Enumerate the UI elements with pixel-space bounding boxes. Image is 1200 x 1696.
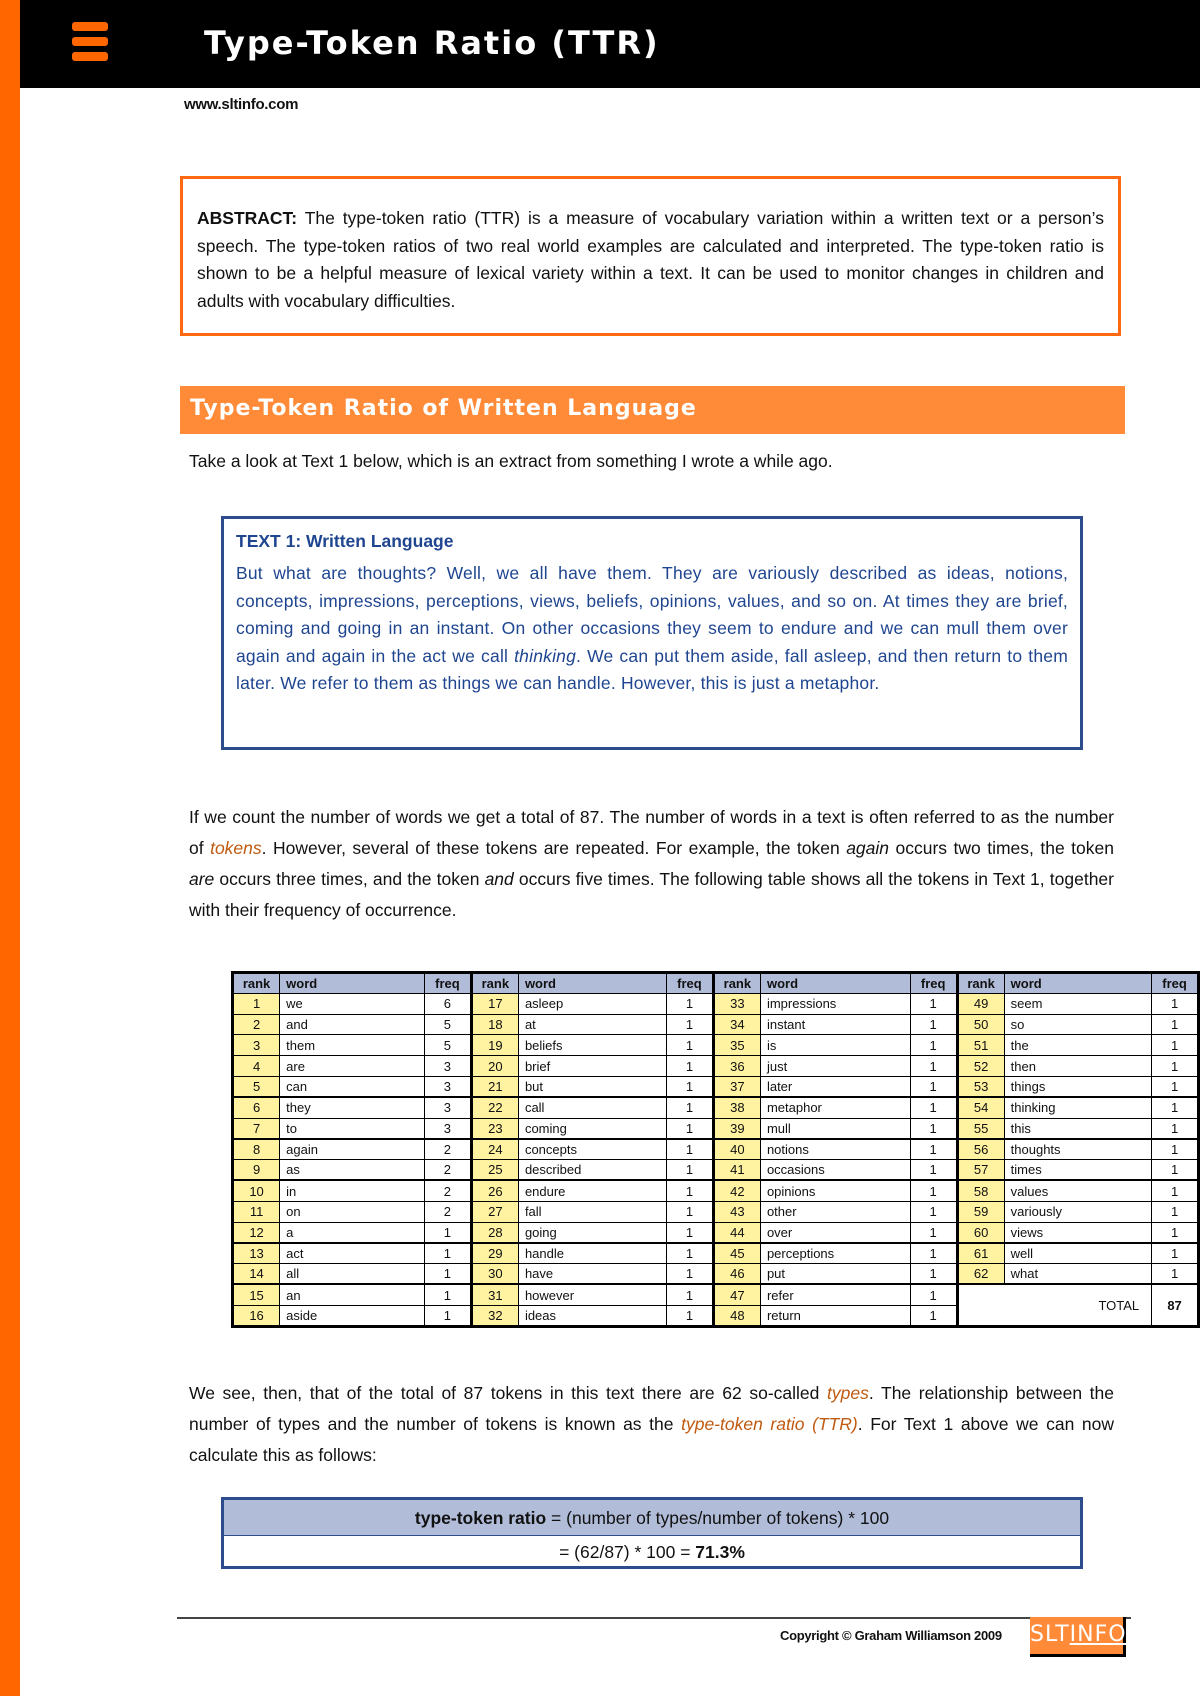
cell-freq: 1 <box>1152 1118 1199 1139</box>
cell-word: values <box>1004 1180 1151 1201</box>
table-row <box>233 1243 1199 1264</box>
cell-freq: 1 <box>910 1118 957 1139</box>
cell-word: described <box>518 1160 666 1181</box>
table-row <box>233 1139 1199 1160</box>
cell-word: impressions <box>760 993 910 1014</box>
cell-word: on <box>280 1201 425 1222</box>
cell-word: metaphor <box>760 1097 910 1118</box>
cell-word: handle <box>518 1243 666 1264</box>
cell-freq: 1 <box>1152 1160 1199 1181</box>
cell-word: notions <box>760 1139 910 1160</box>
table-row <box>233 1284 1199 1305</box>
cell-rank: 17 <box>471 993 518 1014</box>
footer-divider <box>177 1617 1131 1619</box>
cell-rank: 7 <box>233 1118 280 1139</box>
text1-title: TEXT 1: Written Language <box>236 531 454 551</box>
cell-word: again <box>280 1139 425 1160</box>
table-row <box>233 1014 1199 1035</box>
cell-rank: 34 <box>713 1014 760 1035</box>
cell-freq: 1 <box>425 1222 472 1243</box>
cell-word: over <box>760 1222 910 1243</box>
site-url[interactable]: www.sltinfo.com <box>184 96 299 113</box>
cell-word: going <box>518 1222 666 1243</box>
abstract-label: ABSTRACT: <box>197 208 298 228</box>
cell-word: at <box>518 1014 666 1035</box>
column-header-word: word <box>1004 973 1151 994</box>
cell-word: so <box>1004 1014 1151 1035</box>
cell-word: endure <box>518 1180 666 1201</box>
cell-word: times <box>1004 1160 1151 1181</box>
cell-word: refer <box>760 1284 910 1305</box>
cell-rank: 54 <box>957 1097 1004 1118</box>
cell-rank: 45 <box>713 1243 760 1264</box>
cell-word: well <box>1004 1243 1151 1264</box>
ttr-result: 71.3% <box>695 1542 745 1562</box>
cell-freq: 1 <box>667 1222 714 1243</box>
cell-rank: 2 <box>233 1014 280 1035</box>
cell-rank: 15 <box>233 1284 280 1305</box>
cell-freq: 1 <box>667 1076 714 1097</box>
cell-word: ideas <box>518 1305 666 1326</box>
cell-freq: 1 <box>910 1035 957 1056</box>
table-row <box>233 1035 1199 1056</box>
table-row <box>233 993 1199 1014</box>
cell-word: what <box>1004 1264 1151 1285</box>
cell-freq: 1 <box>1152 1180 1199 1201</box>
cell-rank: 3 <box>233 1035 280 1056</box>
cell-word: to <box>280 1118 425 1139</box>
cell-freq: 1 <box>667 1284 714 1305</box>
cell-rank: 29 <box>471 1243 518 1264</box>
cell-word: all <box>280 1264 425 1285</box>
column-header-rank: rank <box>713 973 760 994</box>
column-header-word: word <box>760 973 910 994</box>
cell-freq: 3 <box>425 1056 472 1077</box>
cell-freq: 6 <box>425 993 472 1014</box>
text1-box <box>221 516 1083 750</box>
cell-freq: 1 <box>910 1201 957 1222</box>
cell-word: in <box>280 1180 425 1201</box>
table-row <box>233 1118 1199 1139</box>
cell-word: are <box>280 1056 425 1077</box>
cell-rank: 23 <box>471 1118 518 1139</box>
cell-rank: 55 <box>957 1118 1004 1139</box>
cell-rank: 44 <box>713 1222 760 1243</box>
cell-freq: 5 <box>425 1035 472 1056</box>
cell-word: occasions <box>760 1160 910 1181</box>
cell-freq: 1 <box>1152 1097 1199 1118</box>
cell-freq: 1 <box>425 1284 472 1305</box>
cell-freq: 1 <box>425 1305 472 1326</box>
cell-rank: 13 <box>233 1243 280 1264</box>
cell-freq: 3 <box>425 1076 472 1097</box>
cell-freq: 2 <box>425 1201 472 1222</box>
cell-word: this <box>1004 1118 1151 1139</box>
cell-freq: 1 <box>1152 1222 1199 1243</box>
cell-freq: 1 <box>667 1035 714 1056</box>
types-paragraph: We see, then, that of the total of 87 tokens in this text there are 62 so-called types. The relationship between the number of types and the number of tokens is known as the type-token ratio (TTR). For Text 1 above we can now calculate this as follows: <box>189 1383 1115 1465</box>
cell-word: but <box>518 1076 666 1097</box>
cell-freq: 3 <box>425 1097 472 1118</box>
cell-word: and <box>280 1014 425 1035</box>
cell-word: things <box>1004 1076 1151 1097</box>
cell-rank: 32 <box>471 1305 518 1326</box>
cell-word: we <box>280 993 425 1014</box>
copyright: Copyright © Graham Williamson 2009 <box>780 1628 1002 1643</box>
sltinfo-logo: SLTINFO <box>1030 1617 1126 1657</box>
cell-freq: 1 <box>667 1264 714 1285</box>
cell-rank: 30 <box>471 1264 518 1285</box>
cell-rank: 6 <box>233 1097 280 1118</box>
table-row <box>233 1264 1199 1285</box>
cell-freq: 1 <box>910 1076 957 1097</box>
cell-rank: 56 <box>957 1139 1004 1160</box>
cell-freq: 1 <box>667 1056 714 1077</box>
column-header-freq: freq <box>667 973 714 994</box>
cell-word: act <box>280 1243 425 1264</box>
cell-freq: 1 <box>910 1243 957 1264</box>
cell-freq: 1 <box>910 1180 957 1201</box>
total-label: TOTAL <box>957 1284 1152 1326</box>
cell-rank: 1 <box>233 993 280 1014</box>
column-header-word: word <box>518 973 666 994</box>
cell-word: other <box>760 1201 910 1222</box>
cell-rank: 27 <box>471 1201 518 1222</box>
column-header-freq: freq <box>425 973 472 994</box>
cell-rank: 57 <box>957 1160 1004 1181</box>
cell-freq: 1 <box>910 1264 957 1285</box>
cell-word: then <box>1004 1056 1151 1077</box>
cell-rank: 21 <box>471 1076 518 1097</box>
cell-word: brief <box>518 1056 666 1077</box>
cell-freq: 1 <box>1152 1056 1199 1077</box>
cell-rank: 50 <box>957 1014 1004 1035</box>
cell-rank: 22 <box>471 1097 518 1118</box>
cell-rank: 40 <box>713 1139 760 1160</box>
cell-freq: 1 <box>1152 1139 1199 1160</box>
term-tokens: tokens <box>210 838 262 858</box>
cell-rank: 11 <box>233 1201 280 1222</box>
column-header-freq: freq <box>910 973 957 994</box>
cell-word: have <box>518 1264 666 1285</box>
cell-rank: 58 <box>957 1180 1004 1201</box>
cell-rank: 41 <box>713 1160 760 1181</box>
cell-rank: 19 <box>471 1035 518 1056</box>
cell-word: is <box>760 1035 910 1056</box>
cell-rank: 43 <box>713 1201 760 1222</box>
cell-word: a <box>280 1222 425 1243</box>
cell-word: can <box>280 1076 425 1097</box>
table-row <box>233 1180 1199 1201</box>
cell-freq: 1 <box>667 1160 714 1181</box>
cell-freq: 1 <box>910 1160 957 1181</box>
frequency-table <box>231 971 1200 1328</box>
cell-word: as <box>280 1160 425 1181</box>
cell-word: fall <box>518 1201 666 1222</box>
cell-rank: 47 <box>713 1284 760 1305</box>
section-heading: Type-Token Ratio of Written Language <box>180 386 1125 434</box>
table-row <box>233 1097 1199 1118</box>
cell-freq: 3 <box>425 1118 472 1139</box>
cell-freq: 1 <box>910 1284 957 1305</box>
cell-word: aside <box>280 1305 425 1326</box>
column-header-rank: rank <box>471 973 518 994</box>
menu-icon <box>72 22 108 64</box>
cell-rank: 16 <box>233 1305 280 1326</box>
cell-rank: 60 <box>957 1222 1004 1243</box>
cell-freq: 1 <box>667 993 714 1014</box>
cell-freq: 5 <box>425 1014 472 1035</box>
cell-freq: 1 <box>667 1118 714 1139</box>
cell-rank: 37 <box>713 1076 760 1097</box>
tokens-paragraph: If we count the number of words we get a total of 87. The number of words in a text is often referred to as the number of tokens. However, several of these tokens are repeated. For example, the token again occurs two times, the token are occurs three times, and the token and occurs five times. The following table shows all the tokens in Text 1, together with their frequency of occurrence. <box>189 807 1114 920</box>
cell-word: later <box>760 1076 910 1097</box>
cell-word: instant <box>760 1014 910 1035</box>
cell-freq: 1 <box>667 1180 714 1201</box>
cell-rank: 49 <box>957 993 1004 1014</box>
cell-rank: 18 <box>471 1014 518 1035</box>
cell-word: just <box>760 1056 910 1077</box>
cell-rank: 59 <box>957 1201 1004 1222</box>
cell-rank: 53 <box>957 1076 1004 1097</box>
cell-rank: 39 <box>713 1118 760 1139</box>
term-ttr: type-token ratio (TTR) <box>681 1414 858 1434</box>
column-header-rank: rank <box>957 973 1004 994</box>
cell-word: coming <box>518 1118 666 1139</box>
left-accent-stripe <box>0 0 20 1696</box>
cell-word: perceptions <box>760 1243 910 1264</box>
cell-word: them <box>280 1035 425 1056</box>
cell-rank: 4 <box>233 1056 280 1077</box>
cell-freq: 1 <box>425 1243 472 1264</box>
cell-rank: 46 <box>713 1264 760 1285</box>
cell-word: return <box>760 1305 910 1326</box>
cell-word: opinions <box>760 1180 910 1201</box>
cell-freq: 1 <box>1152 1035 1199 1056</box>
cell-word: views <box>1004 1222 1151 1243</box>
cell-word: thinking <box>1004 1097 1151 1118</box>
cell-rank: 14 <box>233 1264 280 1285</box>
cell-freq: 1 <box>1152 1243 1199 1264</box>
cell-rank: 35 <box>713 1035 760 1056</box>
cell-word: put <box>760 1264 910 1285</box>
cell-rank: 9 <box>233 1160 280 1181</box>
cell-rank: 61 <box>957 1243 1004 1264</box>
cell-rank: 42 <box>713 1180 760 1201</box>
cell-word: asleep <box>518 993 666 1014</box>
column-header-word: word <box>280 973 425 994</box>
formula-box <box>221 1497 1083 1569</box>
cell-word: beliefs <box>518 1035 666 1056</box>
cell-rank: 33 <box>713 993 760 1014</box>
cell-rank: 12 <box>233 1222 280 1243</box>
cell-rank: 8 <box>233 1139 280 1160</box>
cell-freq: 1 <box>425 1264 472 1285</box>
cell-word: however <box>518 1284 666 1305</box>
table-row <box>233 1056 1199 1077</box>
column-header-rank: rank <box>233 973 280 994</box>
cell-word: variously <box>1004 1201 1151 1222</box>
cell-word: they <box>280 1097 425 1118</box>
cell-freq: 2 <box>425 1160 472 1181</box>
cell-freq: 1 <box>910 1097 957 1118</box>
cell-freq: 1 <box>1152 1014 1199 1035</box>
cell-word: call <box>518 1097 666 1118</box>
cell-freq: 1 <box>910 993 957 1014</box>
cell-rank: 31 <box>471 1284 518 1305</box>
cell-freq: 1 <box>910 1222 957 1243</box>
cell-freq: 2 <box>425 1180 472 1201</box>
table-row <box>233 1076 1199 1097</box>
formula-definition: type-token ratio = (number of types/number of tokens) * 100 <box>224 1500 1080 1536</box>
cell-rank: 38 <box>713 1097 760 1118</box>
cell-rank: 20 <box>471 1056 518 1077</box>
cell-word: an <box>280 1284 425 1305</box>
cell-rank: 25 <box>471 1160 518 1181</box>
cell-word: concepts <box>518 1139 666 1160</box>
cell-freq: 1 <box>910 1305 957 1326</box>
header-bar <box>20 0 1200 88</box>
cell-freq: 1 <box>667 1243 714 1264</box>
intro-paragraph: Take a look at Text 1 below, which is an extract from something I wrote a while ago. <box>189 451 833 471</box>
table-row <box>233 1160 1199 1181</box>
cell-rank: 52 <box>957 1056 1004 1077</box>
cell-freq: 1 <box>1152 993 1199 1014</box>
cell-rank: 26 <box>471 1180 518 1201</box>
cell-freq: 1 <box>667 1097 714 1118</box>
cell-rank: 10 <box>233 1180 280 1201</box>
cell-freq: 1 <box>1152 1076 1199 1097</box>
cell-freq: 1 <box>910 1014 957 1035</box>
cell-freq: 1 <box>667 1305 714 1326</box>
table-row <box>233 1222 1199 1243</box>
cell-rank: 48 <box>713 1305 760 1326</box>
cell-freq: 1 <box>910 1056 957 1077</box>
cell-rank: 28 <box>471 1222 518 1243</box>
abstract-box <box>180 176 1121 336</box>
cell-freq: 1 <box>1152 1264 1199 1285</box>
term-types: types <box>827 1383 869 1403</box>
column-header-freq: freq <box>1152 973 1199 994</box>
cell-freq: 1 <box>1152 1201 1199 1222</box>
cell-word: thoughts <box>1004 1139 1151 1160</box>
cell-freq: 1 <box>910 1139 957 1160</box>
cell-word: mull <box>760 1118 910 1139</box>
abstract-text: The type-token ratio (TTR) is a measure of vocabulary variation within a written text or a person’s speech. The type-token ratios of two real world examples are calculated and interpreted. The type-token ratio is shown to be a helpful measure of lexical variety within a text. It can be used to monitor changes in children and adults with vocabulary difficulties. <box>197 208 1104 311</box>
table-row <box>233 1201 1199 1222</box>
cell-freq: 1 <box>667 1139 714 1160</box>
cell-rank: 5 <box>233 1076 280 1097</box>
cell-rank: 51 <box>957 1035 1004 1056</box>
text1-body: But what are thoughts? Well, we all have them. They are variously described as ideas, notions, concepts, impressions, perceptions, views, beliefs, opinions, values, and so on. At times they are brief, coming and going in an instant. On other occasions they seem to endure and we can mull them over again and again in the act we call thinking. We can put them aside, fall asleep, and then return to them later. We refer to them as things we can handle. However, this is just a metaphor. <box>236 563 1069 693</box>
cell-rank: 36 <box>713 1056 760 1077</box>
cell-word: seem <box>1004 993 1151 1014</box>
cell-freq: 1 <box>667 1014 714 1035</box>
cell-freq: 2 <box>425 1139 472 1160</box>
formula-result: = (62/87) * 100 = 71.3% <box>559 1542 745 1562</box>
cell-word: the <box>1004 1035 1151 1056</box>
cell-rank: 24 <box>471 1139 518 1160</box>
page-title: Type-Token Ratio (TTR) <box>204 24 660 62</box>
cell-freq: 1 <box>667 1201 714 1222</box>
cell-rank: 62 <box>957 1264 1004 1285</box>
total-value: 87 <box>1152 1284 1199 1326</box>
